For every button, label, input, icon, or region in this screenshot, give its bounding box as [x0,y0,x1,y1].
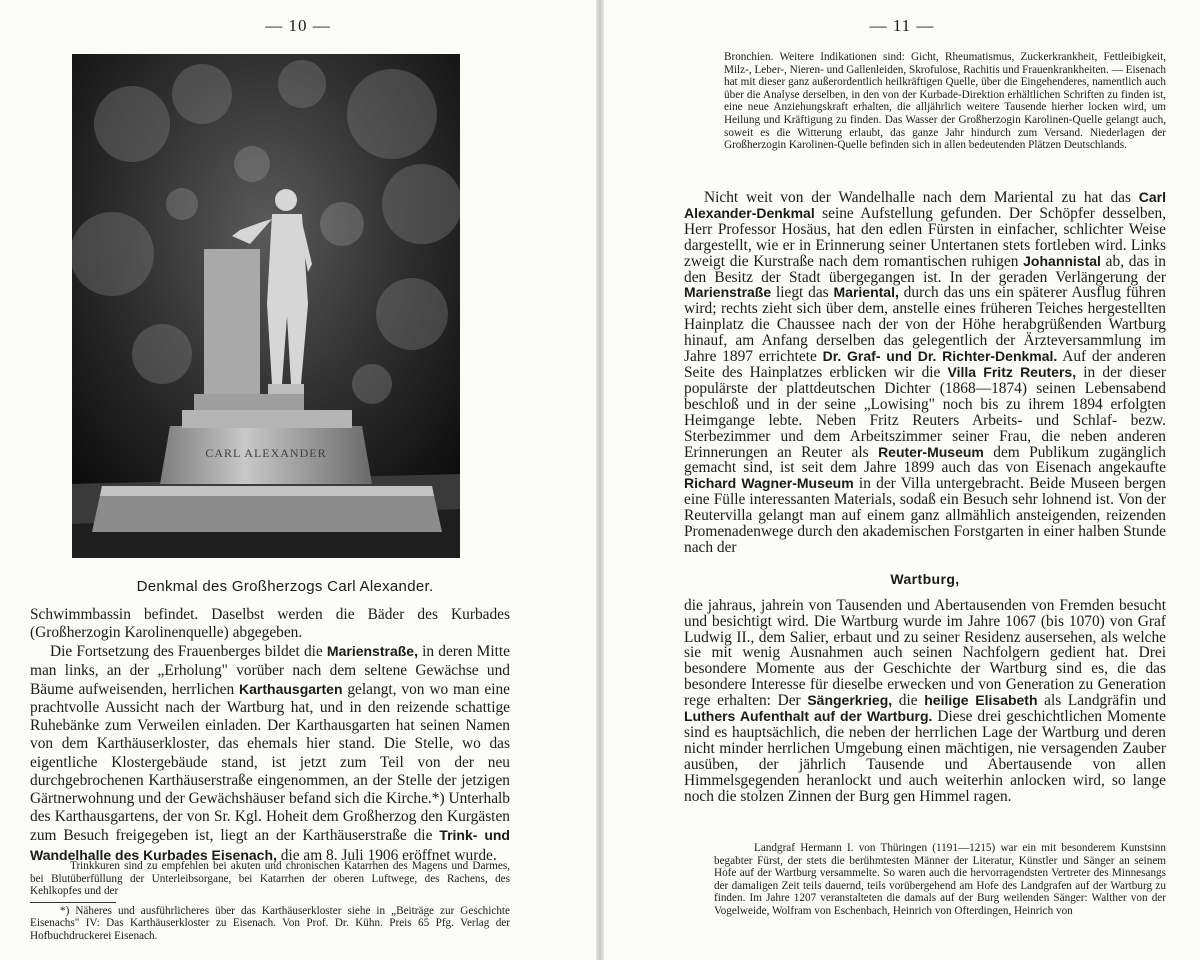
text-run: in der dieser populärste der plattdeutschen Dichter (1868—1874) seinen Lebensabend beschloß und in der seine „Lowising" noch bis zu ihrem 1894 erfolgten Heimgange lebte. Neben Fritz Reuters Arbeits- und Schlaf- bezw. Sterbezimmer und dem Arbeitszimmer seiner Frau, die neben anderen Erinnerungen an Reuter als [684,363,1166,461]
bold-term: Sängerkrieg, [807,692,893,709]
bold-term: Marienstraße [684,284,772,301]
left-page [0,0,596,960]
bold-term: heilige Elisabeth [924,692,1038,709]
bottom-small-text: Landgraf Hermann I. von Thüringen (1191—1215) war ein mit besonderem Kunstsinn begabter Fürst, der stets die berühmtesten Männer der Literatur, Künstler und Sänger an seinem Hofe auf der Wartburg versammelte. So waren auch die hervorragendsten Vertreter des Minnesangs der damaligen Zeit teils dauernd, teils vorübergehend am Hofe des Landgrafen auf der Wartburg zu finden. Im Jahre 1207 veranstalteten die damals auf der Burg weilenden Sänger: Walther von der Vogelweide, Wolfram von Eschenbach, Heinrich von Ofterdingen, Heinrich von [714,842,1166,917]
section-heading: Wartburg, [890,570,960,587]
left-main-text [30,606,510,865]
plinth-inscription: CARL ALEXANDER [205,446,327,460]
paragraph [30,642,510,864]
book-gutter [596,0,604,960]
page-number-right: — 11 — [869,16,935,35]
paragraph [684,598,1166,805]
text-run: Diese drei geschichtlichen Momente sind es hauptsächlich, die neben der herrlichen Lage der Wartburg und deren nicht minder herrlichen Umgebung einen mächtigen, nie versagenden Zauber ausüben, der jährlich Tausende und Abertausende von allen Himmelsgegenden heranlockt und auch weiterhin anlocken wird, so lange noch die stolzen Zinnen der Burg gen Himmel ragen. [684,708,1166,805]
bold-term: Mariental, [833,284,899,301]
bold-term: Marienstraße, [326,643,418,660]
text-run: liegt das [771,284,834,302]
text-run: gelangt, von wo man eine prachtvolle Aussicht nach der Wartburg hat, und in den reizende schattige Ruhebänke zum Verweilen einladen. Der Karthausgarten hat seinen Namen von dem Karthäuserkloster, das ehemals hier stand. Die Stelle, wo das eigentliche Klostergebäude stand, ist jetzt zum Teil von der neu durchgebrochenen Karthäuserstraße eingenommen, an der Stelle der jetzigen Gärtnerwohnung und der Gewächshäuser befand sich die Kirche.*) Unterhalb des Karthausgartens, der von Sr. Kgl. Hoheit dem Großherzog den Kurgästen zum Besuch freigegeben ist, liegt an der Karthäuserstraße die [30,680,510,845]
text-run: die [892,692,925,710]
small-note: Trinkkuren sind zu empfehlen bei akuten und chronischen Katarrhen des Magens und Darmes, bei Blutüberfüllung der Unterleibsorgane, bei Katarrhen der oberen Luftwege, des Rachens, des Kehlkopfes und der [30,860,510,898]
text-run: als Landgräfin und [1037,692,1167,710]
text-run: Nicht weit von der Wandelhalle nach dem Mariental zu hat das [704,189,1139,206]
monument-photo [72,54,460,558]
monument-image [72,54,460,558]
text-run: durch das uns ein späterer Ausflug führen wird; rechts zieht sich über dem, anstelle eines früheren Teiches hergestellten Hainplatz die Chaussee nach der von der Höhe herabgrüßenden Wartburg hinauf, am Anfang derselben das gelegentlich der Ärzteversammlung im Jahre 1897 errichtete [684,284,1166,366]
bold-term: Karthausgarten [239,680,343,697]
text-run: die am 8. Juli 1906 eröffnet wurde. [276,846,497,864]
bold-term: Luthers Aufenthalt auf der Wartburg. [684,708,933,725]
text-run: seine Aufstellung gefunden. Der Schöpfer desselben, Herr Professor Hosäus, hat den edlen Fürsten in einfacher, schlichter Weise dargestellt, wie er in Erinnerung seiner Untertanen stets fortleben wird. Links zweigt die Kurstraße nach dem romantischen ruhigen [684,204,1166,270]
bold-term: Dr. Graf- und Dr. Richter-Denkmal. [822,348,1058,365]
text-run: Auf der anderen Seite des Hainplatzes erblicken wir die [684,348,1166,381]
bold-term: Reuter-Museum [878,443,984,460]
top-small-text: Bronchien. Weitere Indikationen sind: Gicht, Rheumatismus, Zuckerkrankheit, Fettleibigkeit, Milz-, Leber-, Nieren- und Gallenleiden, Skrofulose, Rachitis und Frauenkrankheiten. — Eisenach hat mit dieser ganz außerordentlich heilkräftigen Quelle, über die Eingehenderes, namentlich auch über die Analyse derselben, in den von der Kurbade-Direktion erhältlichen Schriften zu finden ist, eine neue Anziehungskraft erhalten, die alljährlich weitere Tausende hierher locken wird, um Heilung und Kräftigung zu finden. Das Wasser der Großherzogin Karolinen-Quelle gelangt auch, soweit es die Witterung erlaubt, das ganze Jahr hindurch zum Versand. Niederlagen der Großherzogin Karolinen-Quelle befinden sich in allen bedeutenden Plätzen Deutschlands. [724,51,1166,152]
bold-term: Carl Alexander-Denkmal [684,189,1166,221]
bold-term: Johannistal [1023,252,1101,269]
text-run: in der Villa untergebracht. Beide Museen bergen eine Fülle interessanten Materials, sodaß ein Besuch sehr lohnend ist. Von der Reutervilla gelangt man auf einem ganz allmählich ansteigenden, reizenden Promenadenwege durch den akademischen Forstgarten in einer halben Stunde nach der [684,475,1166,556]
bold-term: Trink- und Wandelhalle des Kurbades Eisenach, [30,827,510,863]
text-run: in deren Mitte man links, an der „Erholung" vorüber nach dem seltene Gewächse und Bäume aufweisenden, herrlichen [30,643,510,698]
text-run: ab, das in den Besitz der Stadt übergegangen ist. In der geraden Verlängerung der [684,252,1167,286]
right-main-text [684,190,1166,805]
text-run: die jahraus, jahrein von Tausenden und Abertausenden von Fremden besucht und besichtigt wird. Die Wartburg wurde im Jahre 1067 (bis 1070) von Graf Ludwig II., dem Salier, erbaut und zu seiner Residenz ausersehen, als welche sie mit wenig Ausnahmen auch seinen Nachfolgern gedient hat. Drei besondere Momente aus der Geschichte der Wartburg sind es, die das besondere Interesse für dieselbe erwecken und von Generation zu Generation rege erhalten: Der [684,596,1166,710]
text-run: Die Fortsetzung des Frauenberges bildet die [50,643,327,661]
page-number-left: — 10 — [265,16,331,35]
photo-caption: Denkmal des Großherzogs Carl Alexander. [136,578,434,595]
right-page [604,0,1200,960]
paragraph [684,190,1166,556]
bold-term: Villa Fritz Reuters, [947,363,1077,380]
paragraph: Schwimmbassin befindet. Daselbst werden die Bäder des Kurbades (Großherzogin Karolinenquelle) abgegeben. [30,606,510,642]
bold-term: Richard Wagner-Museum [684,475,854,492]
text-run: dem Publikum zugänglich gemacht sind, ist seit dem Jahre 1899 auch das von Eisenach angekaufte [684,443,1166,477]
footnote: *) Näheres und ausführlicheres über das Karthäuserkloster siehe in „Beiträge zur Geschichte Eisenachs" IV: Das Karthäuserkloster zu Eisenach. Von Prof. Dr. Kühn. Preis 65 Pfg. Verlag der Hofbuchdruckerei Eisenach. [30,904,510,942]
footnote-rule [30,902,116,903]
left-notes [30,860,510,943]
